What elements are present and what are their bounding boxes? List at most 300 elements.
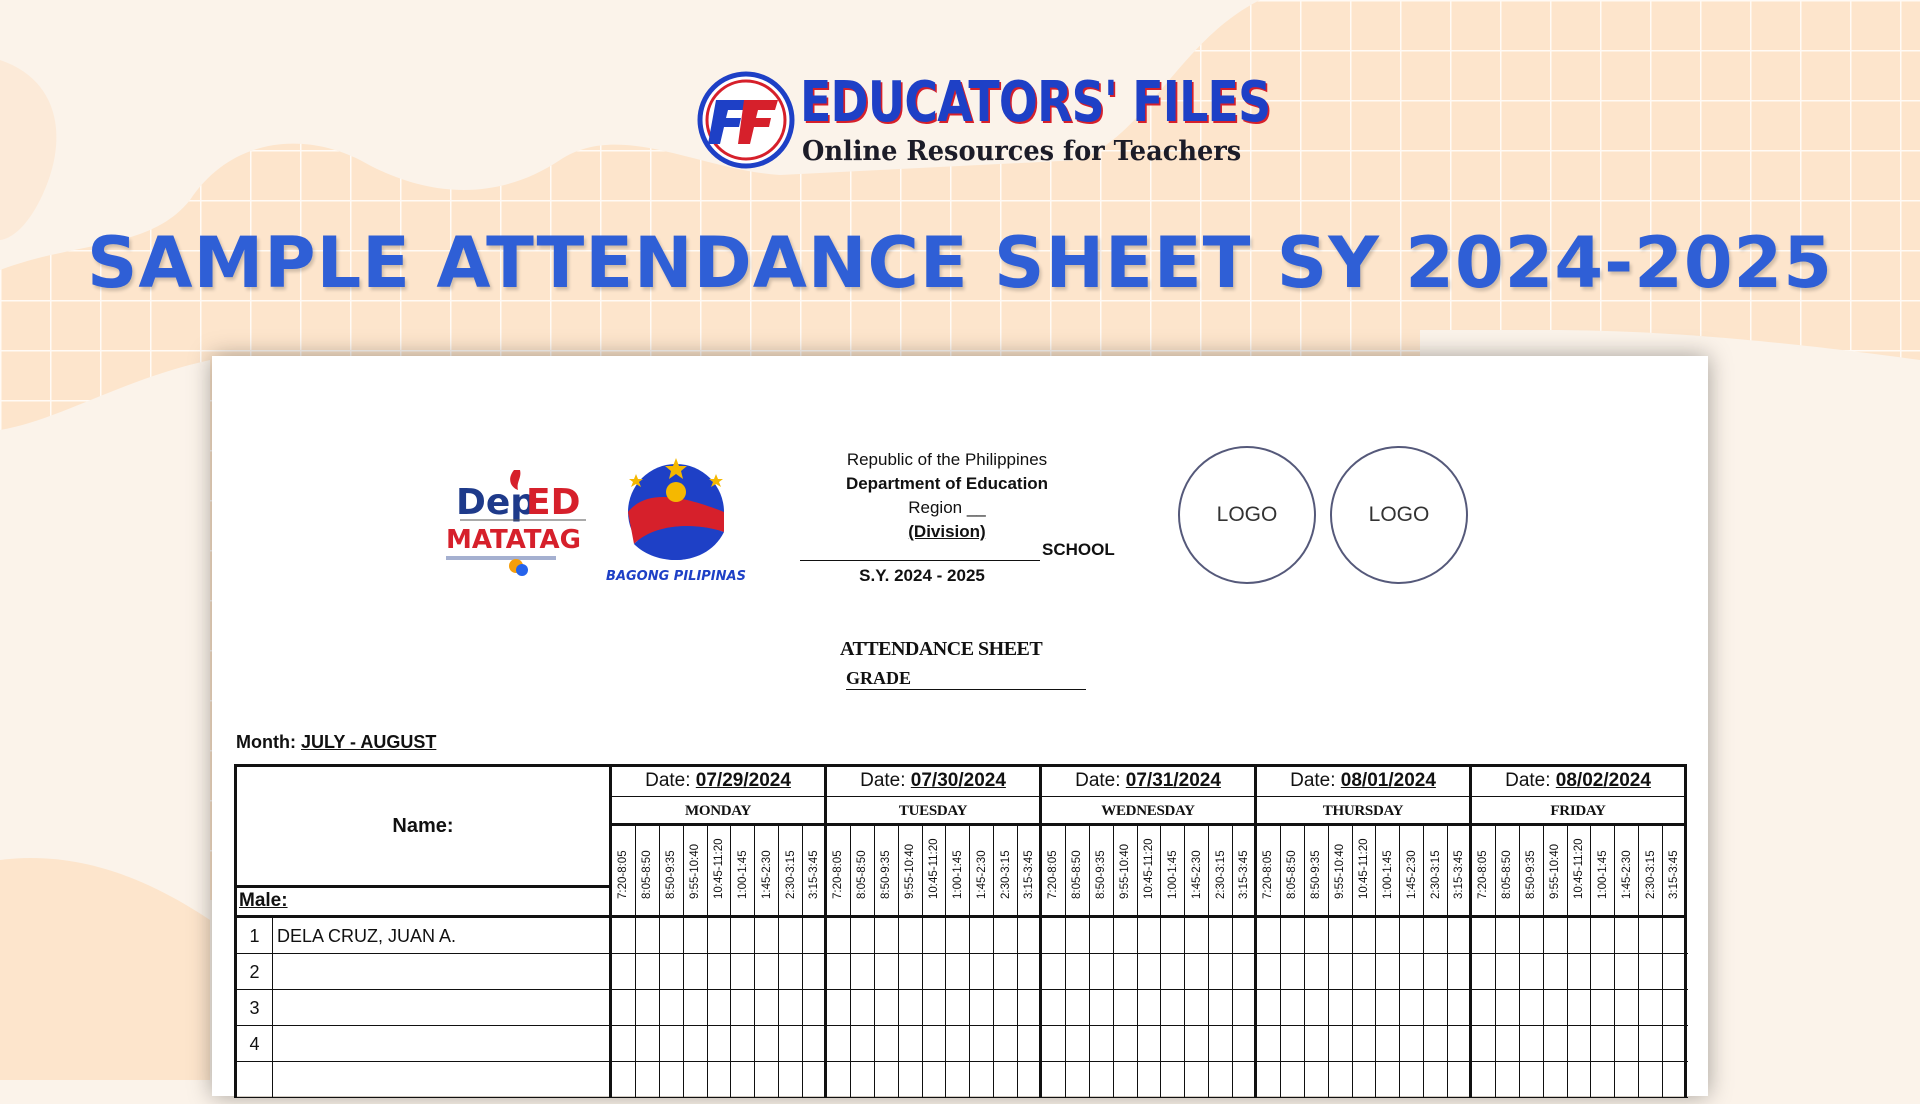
time-slot-header — [946, 826, 970, 918]
time-slot-label: 9:55-10:40 — [1119, 844, 1132, 899]
attendance-cell[interactable] — [1018, 954, 1042, 990]
attendance-cell[interactable] — [684, 1026, 708, 1062]
attendance-cell[interactable] — [899, 1062, 923, 1098]
attendance-cell[interactable] — [1639, 918, 1663, 954]
attendance-cell[interactable] — [1233, 1062, 1257, 1098]
attendance-cell[interactable] — [1400, 990, 1424, 1026]
attendance-cell[interactable] — [1233, 918, 1257, 954]
attendance-cell[interactable] — [636, 990, 660, 1026]
attendance-cell[interactable] — [755, 918, 779, 954]
attendance-cell[interactable] — [1138, 918, 1162, 954]
attendance-cell[interactable] — [1114, 918, 1138, 954]
attendance-cell[interactable] — [1568, 1062, 1592, 1098]
attendance-cell[interactable] — [636, 954, 660, 990]
attendance-cell[interactable] — [1472, 918, 1496, 954]
attendance-cell[interactable] — [1663, 1062, 1687, 1098]
attendance-cell[interactable] — [1066, 990, 1090, 1026]
attendance-cell[interactable] — [1448, 954, 1472, 990]
attendance-cell[interactable] — [1496, 990, 1520, 1026]
attendance-cell[interactable] — [1615, 954, 1639, 990]
attendance-cell[interactable] — [1639, 990, 1663, 1026]
attendance-cell[interactable] — [1615, 1026, 1639, 1062]
attendance-cell[interactable] — [1615, 1062, 1639, 1098]
attendance-cell[interactable] — [1305, 954, 1329, 990]
time-slot-header — [899, 826, 923, 918]
attendance-cell[interactable] — [1066, 954, 1090, 990]
time-slot-header — [1639, 826, 1663, 918]
attendance-cell[interactable] — [1209, 1062, 1233, 1098]
time-slot-header — [1353, 826, 1377, 918]
attendance-cell[interactable] — [1663, 918, 1687, 954]
attendance-cell[interactable] — [1114, 1026, 1138, 1062]
attendance-cell[interactable] — [612, 954, 636, 990]
attendance-cell[interactable] — [1281, 990, 1305, 1026]
attendance-cell[interactable] — [1209, 954, 1233, 990]
attendance-cell[interactable] — [803, 918, 827, 954]
time-slot-label: 8:05-8:50 — [856, 850, 869, 899]
attendance-cell[interactable] — [1376, 954, 1400, 990]
attendance-cell[interactable] — [1353, 990, 1377, 1026]
attendance-cell[interactable] — [1018, 990, 1042, 1026]
time-slot-label: 10:45-11:20 — [1142, 838, 1155, 899]
date-value: 08/01/2024 — [1340, 770, 1436, 791]
attendance-cell[interactable] — [1639, 954, 1663, 990]
row-number: 1 — [234, 918, 272, 954]
brand-tagline: Online Resources for Teachers — [802, 136, 1242, 167]
attendance-cell[interactable] — [899, 990, 923, 1026]
attendance-cell[interactable] — [660, 918, 684, 954]
attendance-cell[interactable] — [1400, 954, 1424, 990]
attendance-cell[interactable] — [1568, 1026, 1592, 1062]
attendance-cell[interactable] — [1496, 1026, 1520, 1062]
date-header — [612, 764, 827, 796]
attendance-cell[interactable] — [779, 990, 803, 1026]
time-slot-header — [731, 826, 755, 918]
attendance-cell[interactable] — [1257, 990, 1281, 1026]
school-name-blank — [800, 542, 1040, 561]
attendance-cell[interactable] — [755, 1026, 779, 1062]
attendance-cell[interactable] — [970, 1026, 994, 1062]
attendance-cell[interactable] — [779, 954, 803, 990]
attendance-cell[interactable] — [636, 1026, 660, 1062]
time-slot-label: 8:50-9:35 — [1095, 850, 1108, 899]
attendance-cell[interactable] — [731, 954, 755, 990]
time-slot-header — [1281, 826, 1305, 918]
school-header — [802, 448, 1092, 544]
attendance-cell[interactable] — [1042, 1026, 1066, 1062]
attendance-cell[interactable] — [827, 990, 851, 1026]
attendance-cell[interactable] — [1663, 954, 1687, 990]
attendance-cell[interactable] — [827, 918, 851, 954]
school-label: SCHOOL — [1042, 540, 1115, 559]
month-label: Month: — [236, 732, 296, 752]
attendance-cell[interactable] — [970, 990, 994, 1026]
attendance-cell[interactable] — [875, 918, 899, 954]
attendance-cell[interactable] — [923, 954, 947, 990]
time-slot-label: 7:20-8:05 — [1477, 850, 1490, 899]
attendance-cell[interactable] — [1161, 990, 1185, 1026]
attendance-cell[interactable] — [803, 954, 827, 990]
attendance-cell[interactable] — [1663, 1026, 1687, 1062]
time-slot-label: 8:05-8:50 — [641, 850, 654, 899]
attendance-cell[interactable] — [1448, 990, 1472, 1026]
attendance-cell[interactable] — [612, 1026, 636, 1062]
attendance-cell[interactable] — [1281, 1026, 1305, 1062]
attendance-cell[interactable] — [1185, 990, 1209, 1026]
time-slot-label: 3:15-3:45 — [807, 850, 820, 899]
attendance-cell[interactable] — [1400, 1026, 1424, 1062]
attendance-cell[interactable] — [1544, 918, 1568, 954]
attendance-cell[interactable] — [731, 990, 755, 1026]
attendance-cell[interactable] — [1161, 918, 1185, 954]
attendance-cell[interactable] — [731, 918, 755, 954]
attendance-cell[interactable] — [1114, 990, 1138, 1026]
attendance-cell[interactable] — [1496, 918, 1520, 954]
attendance-cell[interactable] — [1042, 954, 1066, 990]
attendance-cell[interactable] — [1257, 954, 1281, 990]
time-slot-header — [1042, 826, 1066, 918]
attendance-cell[interactable] — [1448, 1026, 1472, 1062]
attendance-cell[interactable] — [779, 918, 803, 954]
attendance-cell[interactable] — [994, 954, 1018, 990]
time-slot-label: 9:55-10:40 — [904, 844, 917, 899]
attendance-cell[interactable] — [851, 918, 875, 954]
attendance-cell[interactable] — [1257, 918, 1281, 954]
attendance-cell[interactable] — [755, 1062, 779, 1098]
attendance-cell[interactable] — [1424, 990, 1448, 1026]
attendance-cell[interactable] — [1353, 1062, 1377, 1098]
attendance-cell[interactable] — [779, 1026, 803, 1062]
attendance-cell[interactable] — [851, 990, 875, 1026]
svg-text:ED: ED — [526, 482, 581, 523]
attendance-cell[interactable] — [946, 918, 970, 954]
attendance-cell[interactable] — [1424, 954, 1448, 990]
attendance-cell[interactable] — [1376, 1026, 1400, 1062]
attendance-cell[interactable] — [612, 1062, 636, 1098]
attendance-cell[interactable] — [660, 990, 684, 1026]
time-slot-label: 2:30-3:15 — [784, 850, 797, 899]
time-slot-header — [875, 826, 899, 918]
attendance-cell[interactable] — [1472, 1026, 1496, 1062]
attendance-cell[interactable] — [660, 1062, 684, 1098]
attendance-cell[interactable] — [923, 1026, 947, 1062]
attendance-cell[interactable] — [946, 1026, 970, 1062]
attendance-cell[interactable] — [1353, 918, 1377, 954]
attendance-cell[interactable] — [1448, 1062, 1472, 1098]
day-header: FRIDAY — [1472, 796, 1687, 826]
attendance-cell[interactable] — [612, 918, 636, 954]
attendance-cell[interactable] — [1424, 1026, 1448, 1062]
attendance-cell[interactable] — [970, 918, 994, 954]
attendance-cell[interactable] — [946, 1062, 970, 1098]
attendance-cell[interactable] — [1090, 918, 1114, 954]
attendance-cell[interactable] — [1257, 1062, 1281, 1098]
attendance-cell[interactable] — [1520, 990, 1544, 1026]
attendance-cell[interactable] — [946, 954, 970, 990]
time-slot-label: 8:50-9:35 — [1525, 850, 1538, 899]
attendance-cell[interactable] — [1353, 1026, 1377, 1062]
attendance-cell[interactable] — [1161, 1026, 1185, 1062]
time-slot-label: 2:30-3:15 — [1644, 850, 1657, 899]
attendance-cell[interactable] — [851, 1062, 875, 1098]
time-slot-header — [851, 826, 875, 918]
attendance-cell[interactable] — [1424, 1062, 1448, 1098]
attendance-cell[interactable] — [1090, 954, 1114, 990]
attendance-cell[interactable] — [994, 990, 1018, 1026]
attendance-cell[interactable] — [1209, 1026, 1233, 1062]
attendance-cell[interactable] — [1639, 1062, 1663, 1098]
attendance-cell[interactable] — [803, 990, 827, 1026]
attendance-cell[interactable] — [1591, 954, 1615, 990]
attendance-cell[interactable] — [1018, 1062, 1042, 1098]
attendance-cell[interactable] — [708, 990, 732, 1026]
attendance-cell[interactable] — [1066, 1062, 1090, 1098]
attendance-cell[interactable] — [994, 918, 1018, 954]
time-slot-header — [1066, 826, 1090, 918]
time-slot-label: 2:30-3:15 — [1214, 850, 1227, 899]
attendance-cell[interactable] — [851, 954, 875, 990]
school-year: S.Y. 2024 - 2025 — [859, 566, 985, 585]
time-slot-header — [612, 826, 636, 918]
attendance-cell[interactable] — [1400, 918, 1424, 954]
attendance-cell[interactable] — [1472, 1062, 1496, 1098]
attendance-cell[interactable] — [1496, 1062, 1520, 1098]
attendance-cell[interactable] — [1520, 954, 1544, 990]
attendance-cell[interactable] — [1138, 1062, 1162, 1098]
attendance-cell[interactable] — [1615, 990, 1639, 1026]
svg-text:MATATAG: MATATAG — [446, 525, 581, 555]
time-slot-label: 1:00-1:45 — [951, 850, 964, 899]
attendance-cell[interactable] — [1329, 1026, 1353, 1062]
attendance-cell[interactable] — [1114, 954, 1138, 990]
attendance-cell[interactable] — [923, 990, 947, 1026]
time-slot-header — [755, 826, 779, 918]
attendance-cell[interactable] — [1305, 1026, 1329, 1062]
attendance-cell[interactable] — [875, 1062, 899, 1098]
attendance-cell[interactable] — [1257, 1026, 1281, 1062]
attendance-cell[interactable] — [660, 1026, 684, 1062]
attendance-cell[interactable] — [1663, 990, 1687, 1026]
attendance-cell[interactable] — [1520, 918, 1544, 954]
time-slot-header — [1568, 826, 1592, 918]
attendance-cell[interactable] — [708, 918, 732, 954]
division-line: (Division) — [908, 522, 986, 541]
attendance-cell[interactable] — [1090, 990, 1114, 1026]
attendance-cell[interactable] — [1281, 1062, 1305, 1098]
attendance-cell[interactable] — [1615, 918, 1639, 954]
attendance-cell[interactable] — [731, 1062, 755, 1098]
attendance-cell[interactable] — [1090, 1062, 1114, 1098]
attendance-cell[interactable] — [827, 954, 851, 990]
attendance-cell[interactable] — [1042, 990, 1066, 1026]
attendance-cell[interactable] — [1496, 954, 1520, 990]
attendance-cell[interactable] — [899, 1026, 923, 1062]
attendance-cell[interactable] — [708, 1062, 732, 1098]
attendance-cell[interactable] — [875, 954, 899, 990]
male-section-label: Male: — [234, 888, 612, 918]
attendance-cell[interactable] — [1042, 918, 1066, 954]
attendance-cell[interactable] — [684, 1062, 708, 1098]
attendance-cell[interactable] — [1138, 954, 1162, 990]
time-slot-header — [684, 826, 708, 918]
attendance-cell[interactable] — [708, 1026, 732, 1062]
attendance-sheet-title: ATTENDANCE SHEET — [840, 638, 1043, 660]
attendance-cell[interactable] — [970, 954, 994, 990]
attendance-cell[interactable] — [684, 990, 708, 1026]
attendance-cell[interactable] — [1376, 1062, 1400, 1098]
attendance-cell[interactable] — [1591, 1026, 1615, 1062]
attendance-cell[interactable] — [803, 1026, 827, 1062]
attendance-cell[interactable] — [994, 1062, 1018, 1098]
attendance-cell[interactable] — [1281, 918, 1305, 954]
time-slot-header — [1114, 826, 1138, 918]
attendance-cell[interactable] — [684, 954, 708, 990]
attendance-cell[interactable] — [899, 954, 923, 990]
attendance-cell[interactable] — [923, 918, 947, 954]
attendance-cell[interactable] — [636, 1062, 660, 1098]
attendance-cell[interactable] — [923, 1062, 947, 1098]
time-slot-header — [970, 826, 994, 918]
attendance-cell[interactable] — [1329, 918, 1353, 954]
attendance-cell[interactable] — [1138, 1026, 1162, 1062]
attendance-cell[interactable] — [1090, 1026, 1114, 1062]
attendance-cell[interactable] — [1544, 1062, 1568, 1098]
attendance-cell[interactable] — [1066, 1026, 1090, 1062]
attendance-cell[interactable] — [1018, 1026, 1042, 1062]
time-slot-header — [660, 826, 684, 918]
deped-matatag-logo-icon — [446, 462, 596, 582]
attendance-cell[interactable] — [1472, 990, 1496, 1026]
attendance-cell[interactable] — [1329, 1062, 1353, 1098]
attendance-cell[interactable] — [946, 990, 970, 1026]
row-number — [234, 1062, 272, 1098]
time-slot-header — [994, 826, 1018, 918]
attendance-cell[interactable] — [1209, 918, 1233, 954]
bagong-pilipinas-text: BAGONG PILIPINAS — [606, 569, 746, 584]
date-label: Date: — [1505, 770, 1556, 791]
attendance-cell[interactable] — [1185, 1026, 1209, 1062]
attendance-cell[interactable] — [1568, 990, 1592, 1026]
attendance-cell[interactable] — [1233, 1026, 1257, 1062]
attendance-cell[interactable] — [779, 1062, 803, 1098]
day-header: WEDNESDAY — [1042, 796, 1257, 826]
date-label: Date: — [645, 770, 696, 791]
attendance-cell[interactable] — [1376, 918, 1400, 954]
attendance-cell[interactable] — [1520, 1026, 1544, 1062]
attendance-cell[interactable] — [660, 954, 684, 990]
attendance-cell[interactable] — [1568, 918, 1592, 954]
day-header: TUESDAY — [827, 796, 1042, 826]
attendance-cell[interactable] — [684, 918, 708, 954]
attendance-cell[interactable] — [1305, 918, 1329, 954]
attendance-cell[interactable] — [1018, 918, 1042, 954]
attendance-cell[interactable] — [1591, 918, 1615, 954]
attendance-cell[interactable] — [1639, 1026, 1663, 1062]
time-slot-label: 10:45-11:20 — [712, 838, 725, 899]
attendance-cell[interactable] — [1544, 1026, 1568, 1062]
row-number: 4 — [234, 1026, 272, 1062]
time-slot-label: 1:45-2:30 — [1405, 850, 1418, 899]
attendance-cell[interactable] — [1209, 990, 1233, 1026]
attendance-cell[interactable] — [1161, 954, 1185, 990]
attendance-cell[interactable] — [1472, 954, 1496, 990]
attendance-cell[interactable] — [708, 954, 732, 990]
attendance-cell[interactable] — [1305, 1062, 1329, 1098]
attendance-cell[interactable] — [636, 918, 660, 954]
attendance-cell[interactable] — [1591, 990, 1615, 1026]
time-slot-header — [1329, 826, 1353, 918]
student-name-cell[interactable] — [272, 1062, 612, 1098]
attendance-cell[interactable] — [755, 954, 779, 990]
attendance-cell[interactable] — [755, 990, 779, 1026]
attendance-cell[interactable] — [1591, 1062, 1615, 1098]
attendance-cell[interactable] — [1400, 1062, 1424, 1098]
time-slot-label: 2:30-3:15 — [1429, 850, 1442, 899]
attendance-cell[interactable] — [851, 1026, 875, 1062]
time-slot-header — [1424, 826, 1448, 918]
time-slot-label: 9:55-10:40 — [1334, 844, 1347, 899]
attendance-cell[interactable] — [1114, 1062, 1138, 1098]
attendance-cell[interactable] — [612, 990, 636, 1026]
attendance-cell[interactable] — [827, 1062, 851, 1098]
attendance-cell[interactable] — [1544, 954, 1568, 990]
attendance-cell[interactable] — [1138, 990, 1162, 1026]
attendance-cell[interactable] — [1376, 990, 1400, 1026]
time-slot-header — [1233, 826, 1257, 918]
attendance-cell[interactable] — [899, 918, 923, 954]
page-headline: SAMPLE ATTENDANCE SHEET SY 2024-2025 — [87, 222, 1833, 304]
attendance-cell[interactable] — [1185, 1062, 1209, 1098]
attendance-cell[interactable] — [1448, 918, 1472, 954]
time-slot-label: 3:15-3:45 — [1022, 850, 1035, 899]
attendance-cell[interactable] — [1042, 1062, 1066, 1098]
attendance-cell[interactable] — [970, 1062, 994, 1098]
student-name-cell[interactable] — [272, 1026, 612, 1062]
student-name-cell[interactable] — [272, 990, 612, 1026]
attendance-cell[interactable] — [1185, 954, 1209, 990]
attendance-cell[interactable] — [1329, 954, 1353, 990]
attendance-cell[interactable] — [1568, 954, 1592, 990]
time-slot-label: 1:45-2:30 — [1620, 850, 1633, 899]
attendance-cell[interactable] — [1305, 990, 1329, 1026]
attendance-cell[interactable] — [1281, 954, 1305, 990]
attendance-cell[interactable] — [994, 1026, 1018, 1062]
student-name-cell[interactable]: DELA CRUZ, JUAN A. — [272, 918, 612, 954]
attendance-cell[interactable] — [1233, 954, 1257, 990]
date-header — [1472, 764, 1687, 796]
attendance-cell[interactable] — [1233, 990, 1257, 1026]
attendance-cell[interactable] — [1329, 990, 1353, 1026]
attendance-cell[interactable] — [875, 1026, 899, 1062]
attendance-cell[interactable] — [1161, 1062, 1185, 1098]
time-slot-label: 1:00-1:45 — [1166, 850, 1179, 899]
time-slot-header — [1090, 826, 1114, 918]
student-name-cell[interactable] — [272, 954, 612, 990]
time-slot-label: 7:20-8:05 — [1047, 850, 1060, 899]
time-slot-label: 8:50-9:35 — [1310, 850, 1323, 899]
attendance-cell[interactable] — [1520, 1062, 1544, 1098]
attendance-cell[interactable] — [1544, 990, 1568, 1026]
attendance-cell[interactable] — [1066, 918, 1090, 954]
grade-field: GRADE — [846, 668, 1086, 690]
attendance-cell[interactable] — [1353, 954, 1377, 990]
attendance-cell[interactable] — [731, 1026, 755, 1062]
attendance-cell[interactable] — [1185, 918, 1209, 954]
attendance-cell[interactable] — [1424, 918, 1448, 954]
attendance-cell[interactable] — [827, 1026, 851, 1062]
attendance-cell[interactable] — [875, 990, 899, 1026]
attendance-cell[interactable] — [803, 1062, 827, 1098]
